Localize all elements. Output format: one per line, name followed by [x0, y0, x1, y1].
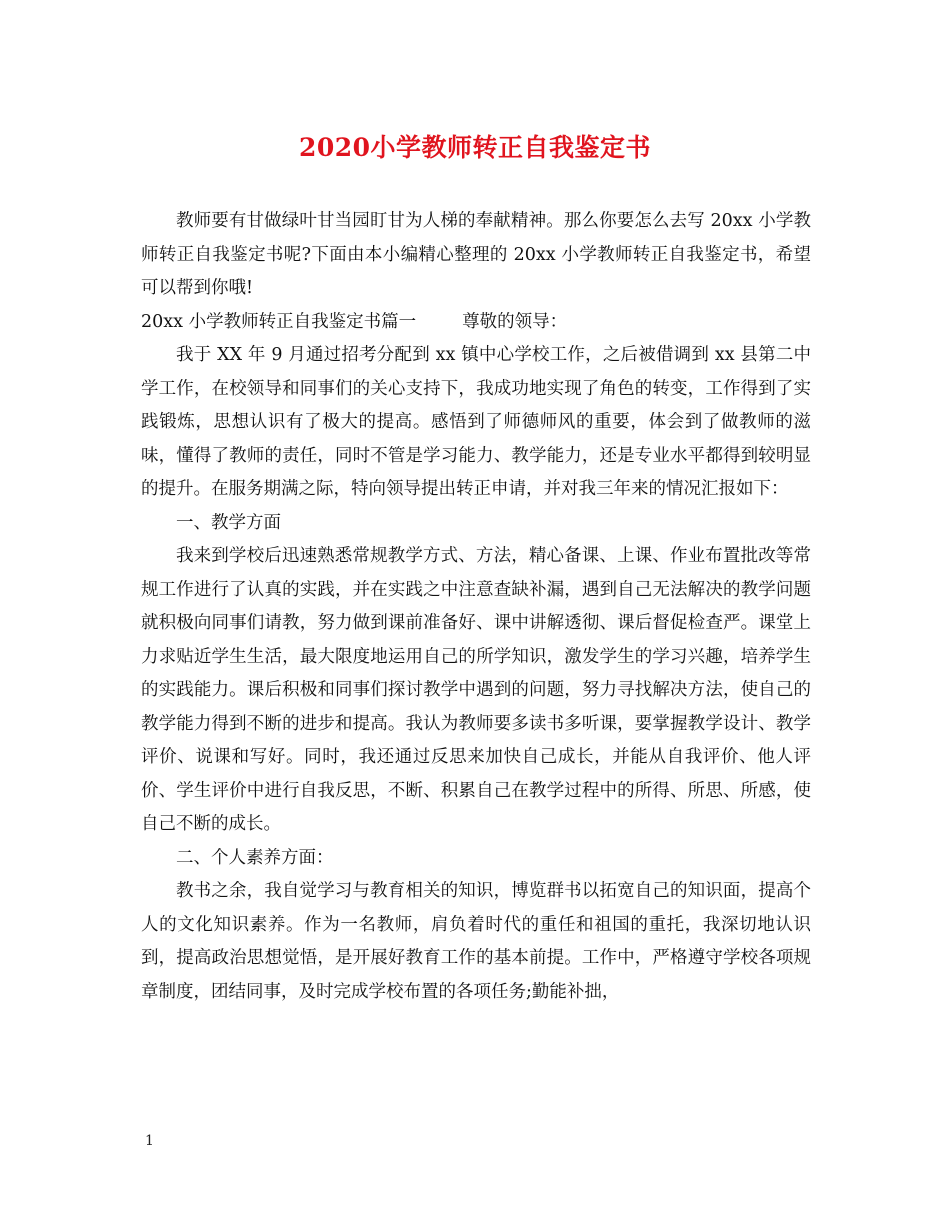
section-heading-personal: 二、个人素养方面： [176, 847, 334, 868]
article-heading: 20xx 小学教师转正自我鉴定书篇一 [141, 311, 417, 332]
document-body [141, 205, 811, 1009]
section-heading-teaching: 一、教学方面 [176, 512, 281, 533]
intro-paragraph: 教师要有甘做绿叶甘当园盯甘为人梯的奉献精神。那么你要怎么去写 20xx 小学教师转正自我鉴定书呢?下面由本小编精心整理的 20xx 小学教师转正自我鉴定书，希望可以帮到你哦! [141, 211, 811, 298]
salutation: 尊敬的领导： [462, 311, 568, 332]
page-number: 1 [145, 1133, 154, 1149]
document-title: 2020小学教师转正自我鉴定书 [298, 133, 652, 162]
personal-paragraph: 教书之余，我自觉学习与教育相关的知识，博览群书以拓宽自己的知识面，提高个人的文化知识素养。作为一名教师，肩负着时代的重任和祖国的重托，我深切地认识到，提高政治思想觉悟，是开展好教育工作的基本前提。工作中，严格遵守学校各项规章制度，团结同事，及时完成学校布置的各项任务;勤能补拙， [141, 881, 811, 1002]
section-heading-line [141, 306, 811, 340]
opening-paragraph: 我于 XX 年 9 月通过招考分配到 xx 镇中心学校工作，之后被借调到 xx 县第二中学工作，在校领导和同事们的关心支持下，我成功地实现了角色的转变，工作得到了实践锻炼，思想认识有了极大的提高。感悟到了师德师风的重要，体会到了做教师的滋味，懂得了教师的责任，同时不管是学习能力、教学能力，还是专业水平都得到较明显的提升。在服务期满之际，特向领导提出转正申请，并对我三年来的情况汇报如下： [141, 345, 811, 499]
teaching-paragraph: 我来到学校后迅速熟悉常规教学方式、方法，精心备课、上课、作业布置批改等常规工作进行了认真的实践，并在实践之中注意查缺补漏，遇到自己无法解决的教学问题就积极向同事们请教，努力做到课前准备好、课中讲解透彻、课后督促检查严。课堂上力求贴近学生生活，最大限度地运用自己的所学知识，激发学生的学习兴趣，培养学生的实践能力。课后积极和同事们探讨教学中遇到的问题，努力寻找解决方法，使自己的教学能力得到不断的进步和提高。我认为教师要多读书多听课，要掌握教学设计、教学评价、说课和写好。同时，我还通过反思来加快自己成长，并能从自我评价、他人评价、学生评价中进行自我反思，不断、积累自己在教学过程中的所得、所思、所感，使自己不断的成长。 [141, 546, 811, 834]
